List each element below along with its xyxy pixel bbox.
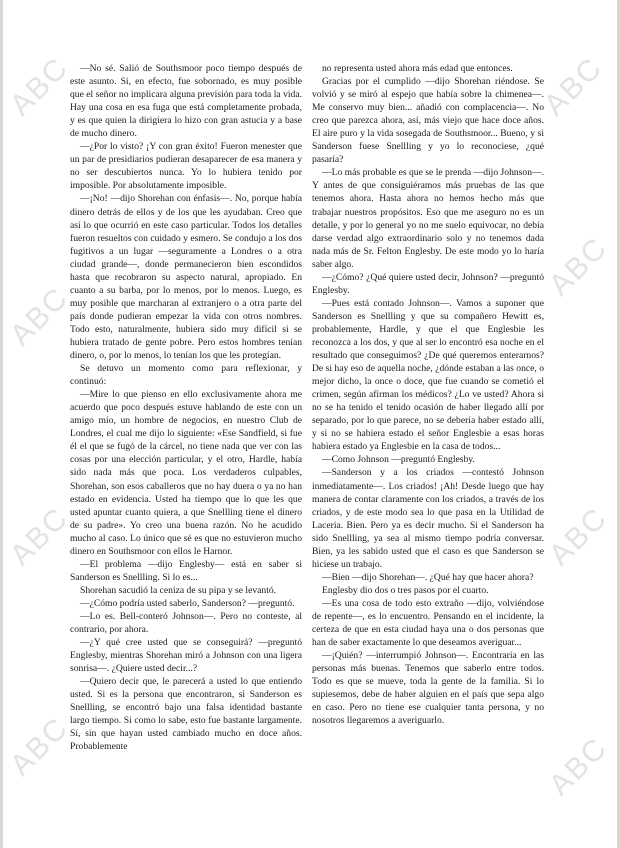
paragraph: —El problema —dijo Englesby— está en saber si Sanderson es Snellling. Si lo es... <box>70 558 302 583</box>
paragraph: —Pues está contado Johnson—. Vamos a suponer que Sanderson es Snellling y que su compañero Hewitt es, probablemente, Hardle, y que el que Englesbie les reconozca a los dos, y que al ser lo encontró esa noche en el resultado que conseguimos? ¿De qué queremos enterarnos? De si hay eso de aquella noche, ¿dónde estaban a las once, o mejor dicho, la once o doce, que fue cuando se cometió el crimen, según afirman los médicos? ¿Lo ve usted? Ahora si no se ha tenido el tenido ocasión de haber llegado allí por separado, por lo que parece, no se debería haber estado allí, y si no se habiera estado el señor Englesbie a esas horas habiera estado ya Englesbie en la casa de todos... <box>312 297 544 453</box>
watermark-abc: ABC <box>3 281 76 353</box>
paragraph: —¿Cómo podría usted saberlo, Sanderson? —preguntó. <box>80 597 295 609</box>
paragraph: —¿Y qué cree usted que se conseguirá? —preguntó Englesby, mientras Shorehan miró a Johnson con una ligera sonrisa—. ¿Quiere usted decir...? <box>70 637 302 675</box>
paragraph: —Es una cosa de todo esto extraño —dijo, volviéndose de repente—, es lo encuentro. Pensando en el incidente, la certeza de que en esta ciudad haya una o dos personas que han de saber exactamente lo que deseamos averiguar... <box>312 597 544 649</box>
paragraph: Se detuvo un momento como para reflexionar, y continuó: <box>70 363 302 388</box>
watermark-abc: ABC <box>3 711 76 783</box>
watermark-abc: ABC <box>537 51 610 123</box>
paragraph: —Lo más probable es que se le prenda —dijo Johnson—. Y antes de que consiguiéramos más pruebas de las que tenemos ahora. Hasta ahora no hemos hecho más que trabajar nuestros propósitos. Eso que me aseguro no es un detalle, y por lo general yo no me suelo equivocar, no debía darse verdad algo extraordinario solo y no tenemos dada nada más de Sr. Felton Englesby. De este modo yo lo haría saber algo. <box>312 167 544 270</box>
paragraph: —Bien —dijo Shorehan—. ¿Qué hay que hacer ahora? <box>322 571 534 583</box>
paragraph: —Mire lo que pienso en ello exclusivamente ahora me acuerdo que poco después estuve hablando de este con un amigo mío, un hombre de negocios, en nuestro Club de Londres, el cual me dijo lo siguiente: «Ese Sandfield, si fue él el que se fugó de la cárcel, no tiene nada que ver con las cosas por una elección particular, y el otro, Hardle, había sido nada más que poca. Los verdaderos culpables, Shorehan, son esos caballeros que no hay duera o ya no han estado en evidencia. Usted ha tiempo que lo que les que usted apuntar cuanto quiera, a que Snellling tiene el dinero de su padre». Yo creo una buena razón. No he acudido mucho al caso. Lo único que sé es que no estuvieron mucho dinero en Southsmoor con ellos le Harnor. <box>70 389 302 557</box>
watermark-abc: ABC <box>542 501 615 573</box>
scan-edge-left <box>0 0 3 848</box>
paragraph: —No sé. Salió de Southsmoor poco tiempo después de este asunto. Sí, en efecto, fue sobornado, es muy posible que el señor no implicara alguna previsión para toda la vida. Hay una cosa en esa fuga que está completamente probada, y es que quien la dirigiera lo hizo con gran astucia y a base de mucho dinero. <box>70 63 302 140</box>
paragraph: no representa usted ahora más edad que entonces. <box>322 63 513 74</box>
watermark-abc: ABC <box>542 731 615 803</box>
watermark-abc: ABC <box>3 51 76 123</box>
paragraph: —¿Cómo? ¿Qué quiere usted decir, Johnson? —preguntó Englesby. <box>312 271 544 296</box>
right-text-column <box>312 62 544 727</box>
paragraph: —Sanderson y a los criados —contestó Johnson inmediatamente—. Los criados! ¡Ah! Desde luego que hay manera de contar claramente con los criados, a través de los criados, y de este modo sea lo que pasa en la Utilidad de Laceria. Bien. Pero ya es decir mucho. Si el Sanderson ha sido Snellling, ya sea al mismo tiempo podría conversar. Bien, ya les sabido usted que el caso es que Sanderson se hiciese un trabajo. <box>312 467 544 570</box>
watermark-abc: ABC <box>542 231 615 303</box>
paragraph: —¡Quién? —interrumpió Johnson—. Encontraría en las personas más buenas. Tenemos que saberlo entre todos. Todo es que se mueve, toda la gente de la familia. Si lo supiesemos, debe de haber alguien en el país que sepa algo en caso. Pero no tiene ese cualquier tanta persona, y no nosotros llegaremos a averiguarlo. <box>312 650 544 727</box>
paragraph: —Lo es. Bell-conteró Johnson—. Pero no conteste, al contrario, por ahora. <box>70 610 302 636</box>
watermark-abc: ABC <box>3 501 76 573</box>
paragraph: Gracias por el cumplido —dijo Shorehan riéndose. Se volvió y se miró al espejo que había sobre la chimenea—. Me conservo muy bien... añadió con complacencia—. No creo que parezca ahora, así, más viejo que hace doce años. El aire puro y la vida sosegada de Southsmoor... Bueno, y si Sanderson fuese Snellling y yo lo reconociese, ¿qué pasaría? <box>312 76 544 166</box>
paragraph: —Como Johnson —preguntó Englesby. <box>322 454 475 466</box>
paragraph: —¡No! —dijo Shorehan con énfasis—. No, porque había dinero detrás de ellos y de los que les ayudaban. Creo que así lo que ocurrió en este caso particular. Todos los detalles fueron resueltos con cuidado y esmero. Se condujo a los dos fugitivos a un lugar —seguramente a Londres o a otra ciudad grande—, donde permanecieron bien escondidos hasta que recobraron su aspecto natural, apropiado. En cuanto a su barba, por lo menos, por lo menos. Luego, es muy posible que marcharan al extranjero o a otra parte del país donde pudieran empezar la vida con otros nombres. Todo esto, naturalmente, hubiera sido muy difícil si se hubiera tratado de gente pobre. Pero estos hombres tenían dinero, o, por lo menos, lo tenían los que les protegían. <box>70 193 302 362</box>
paragraph: Shorehan sacudió la ceniza de su pipa y se levantó. <box>80 584 277 596</box>
paragraph: Englesby dio dos o tres pasos por el cuarto. <box>322 584 489 596</box>
left-text-column <box>70 62 302 753</box>
paragraph: —Quiero decir que, le parecerá a usted lo que entiendo usted. Si es la persona que encontraron, si Sanderson es Snellling, se encontró bajo una falsa identidad bastante largo tiempo. Si como lo sabe, esto fue bastante largamente. Sí, sin que hayan usted cambiado mucho en doce años. Probablemente <box>70 676 302 753</box>
paragraph: —¿Por lo visto? ¡Y con gran éxito! Fueron menester que un par de presidiarios pudieran desaparecer de esa manera y no ser descubiertos nunca. Yo lo hubiera tenido por imposible. Por absolutamente imposible. <box>70 141 302 192</box>
